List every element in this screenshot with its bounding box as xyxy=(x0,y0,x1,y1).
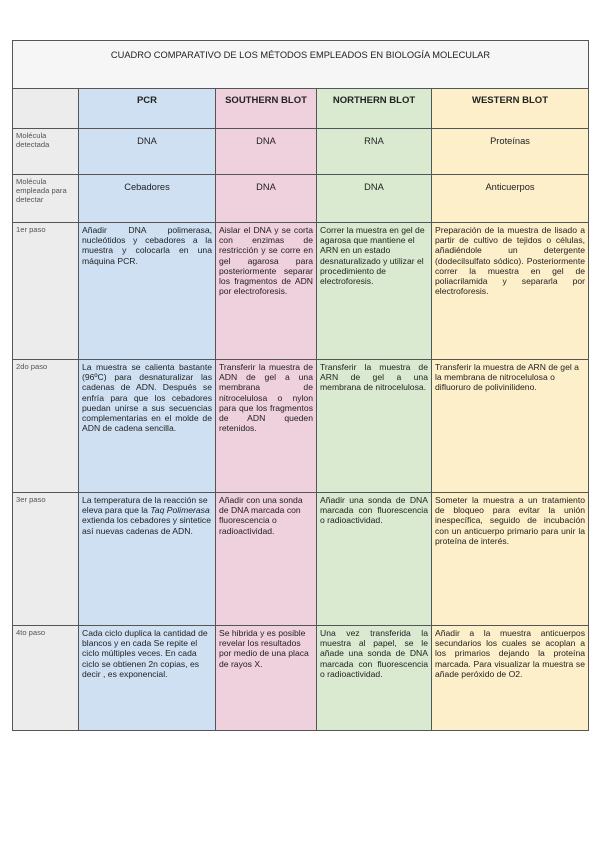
header-empty-cell xyxy=(13,89,79,129)
header-western-blot: WESTERN BLOT xyxy=(432,89,589,129)
table-row xyxy=(13,129,589,175)
cell-western: Someter la muestra a un tratamiento de bloqueo para evitar la unión inespecífica, seguido de incubación con un anticuerpo primario para unir la proteína de interés. xyxy=(432,493,589,626)
cell-southern: DNA xyxy=(216,175,317,223)
cell-pcr xyxy=(79,493,216,626)
row-label: 2do paso xyxy=(13,360,79,493)
cell-text-continued: extienda los cebadores y sintetice así nuevas cadenas de ADN. xyxy=(82,515,211,536)
cell-western: Preparación de la muestra de lisado a partir de cultivo de tejidos o células, añadiéndole un detergente (dodecilsulfato sódico). Posteriormente correr la muestra en gel de poliacrilamida y separarla por electroforesis. xyxy=(432,223,589,360)
row-label: Molécula empleada para detectar xyxy=(13,175,79,223)
title-row xyxy=(13,41,589,89)
cell-northern: DNA xyxy=(317,175,432,223)
cell-pcr: Cebadores xyxy=(79,175,216,223)
cell-northern: Añadir una sonda de DNA marcada con fluorescencia o radioactividad. xyxy=(317,493,432,626)
table-row xyxy=(13,626,589,731)
cell-northern: Una vez transferida la muestra al papel, se le añade una sonda de DNA marcada con fluorescencia o radioactividad. xyxy=(317,626,432,731)
cell-northern: Transferir la muestra de ARN de gel a una membrana de nitrocelulosa. xyxy=(317,360,432,493)
row-label: 4to paso xyxy=(13,626,79,731)
table-title: CUADRO COMPARATIVO DE LOS MÉTODOS EMPLEADOS EN BIOLOGÍA MOLECULAR xyxy=(13,41,589,89)
cell-southern: DNA xyxy=(216,129,317,175)
comparison-page xyxy=(12,40,588,731)
cell-western: Proteínas xyxy=(432,129,589,175)
cell-southern: Añadir con una sonda de DNA marcada con fluorescencia o radioactividad. xyxy=(216,493,317,626)
cell-northern: RNA xyxy=(317,129,432,175)
table-row xyxy=(13,175,589,223)
cell-text: La temperatura de la reacción se eleva para que la xyxy=(82,495,208,516)
table-row xyxy=(13,493,589,626)
cell-pcr: La muestra se calienta bastante (96ºC) para desnaturalizar las cadenas de ADN. Después se enfría para que los cebadores puedan unirse a sus secuencias complementarias en el molde de ADN de cadena sencilla. xyxy=(79,360,216,493)
comparison-table xyxy=(12,40,589,731)
header-pcr: PCR xyxy=(79,89,216,129)
table-row xyxy=(13,360,589,493)
row-label: 1er paso xyxy=(13,223,79,360)
header-row xyxy=(13,89,589,129)
cell-southern: Transferir la muestra de ADN de gel a una membrana de nitrocelulosa o nylon para que los fragmentos de ADN queden retenidos. xyxy=(216,360,317,493)
taq-italic-text: Taq Polimerasa xyxy=(150,505,210,516)
cell-pcr: Cada ciclo duplica la cantidad de blancos y en cada Se repite el ciclo múltiples veces. En cada ciclo se obtienen 2n copias, es decir , es exponencial. xyxy=(79,626,216,731)
cell-southern: Se hibrida y es posible revelar los resultados por medio de una placa de rayos X. xyxy=(216,626,317,731)
header-northern-blot: NORTHERN BLOT xyxy=(317,89,432,129)
cell-pcr: Añadir DNA polimerasa, nucleótidos y cebadores a la muestra y colocarla en una máquina PCR. xyxy=(79,223,216,360)
table-row xyxy=(13,223,589,360)
cell-western: Transferir la muestra de ARN de gel a la membrana de nitrocelulosa o difluoruro de polivinilideno. xyxy=(432,360,589,493)
cell-western: Añadir a la muestra anticuerpos secundarios los cuales se acoplan a los primarios dejando la proteína marcada. Para visualizar la muestra se añade peróxido de O2. xyxy=(432,626,589,731)
row-label: Molécula detectada xyxy=(13,129,79,175)
cell-western: Anticuerpos xyxy=(432,175,589,223)
cell-northern: Correr la muestra en gel de agarosa que mantiene el ARN en un estado desnaturalizado y utilizar el procedimiento de electroforesis. xyxy=(317,223,432,360)
row-label: 3er paso xyxy=(13,493,79,626)
cell-southern: Aislar el DNA y se corta con enzimas de restricción y se corre en gel agarosa para posteriormente separar los fragmentos de ADN por electroforesis. xyxy=(216,223,317,360)
cell-pcr: DNA xyxy=(79,129,216,175)
header-southern-blot: SOUTHERN BLOT xyxy=(216,89,317,129)
